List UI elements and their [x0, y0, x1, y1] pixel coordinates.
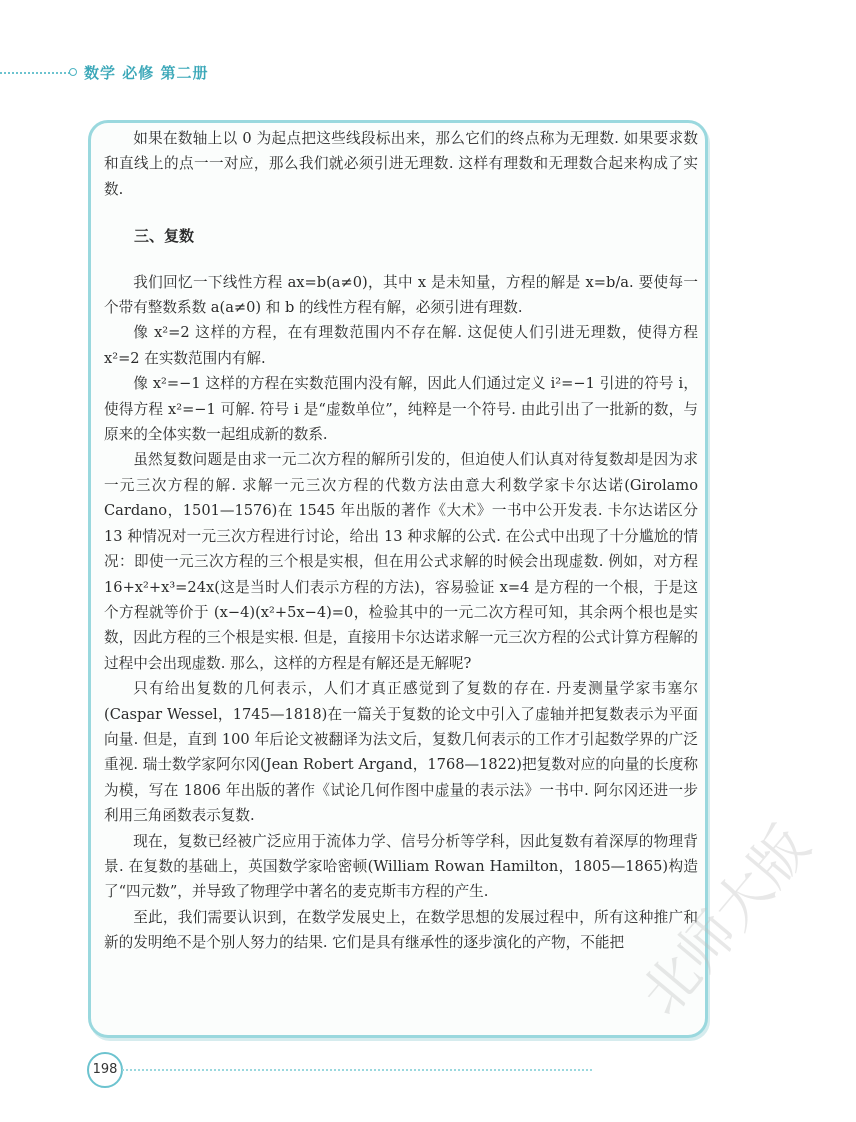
footer-dotted-line: [122, 1069, 592, 1071]
paragraph-cardano: 虽然复数问题是由求一元二次方程的解所引发的，但迫使人们认真对待复数却是因为求一元三次方程的解. 求解一元三次方程的代数方法由意大利数学家卡尔达诺(Girolamo Cardano，1501—1576)在 1545 年出版的著作《大术》一书中公开发表. 卡尔达诺区分 13 种情况对一元三次方程进行讨论，给出 13 种求解的公式. 在公式中出现了十分尴尬的情况：即使一元三次方程的三个根是实根，但在用公式求解的时候会出现虚数. 例如，对方程 16+x²+x³=24x(这是当时人们表示方程的方法)，容易验证 x=4 是方程的一个根，于是这个方程就等价于 (x−4)(x²+5x−4)=0，检验其中的一元二次方程可知，其余两个根也是实数，因此方程的三个根是实根. 但是，直接用卡尔达诺求解一元三次方程的公式计算方程解的过程中会出现虚数. 那么，这样的方程是有解还是无解呢?: [104, 451, 698, 672]
paragraph-wessel-argand: 只有给出复数的几何表示，人们才真正感觉到了复数的存在. 丹麦测量学家韦塞尔(Caspar Wessel，1745—1818)在一篇关于复数的论文中引入了虚轴并把复数表示为平面向量. 但是，直到 100 年后论文被翻译为法文后，复数几何表示的工作才引起数学界的广泛重视. 瑞士数学家阿尔冈(Jean Robert Argand，1768—1822)把复数对应的向量的长度称为模，写在 1806 年出版的著作《试论几何作图中虚量的表示法》一书中. 阿尔冈还进一步利用三角函数表示复数.: [104, 680, 698, 825]
header-circle-icon: [69, 68, 77, 76]
running-header-title: 数学 必修 第二册: [84, 64, 209, 82]
header-dotted-line: [0, 72, 70, 74]
page-body: [104, 126, 698, 956]
section-heading-complex-numbers: 三、复数: [134, 227, 195, 246]
paragraph-x-squared-2: 像 x²=2 这样的方程，在有理数范围内不存在解. 这促使人们引进无理数，使得方程 x²=2 在实数范围内有解.: [104, 324, 698, 367]
paragraph-irrational: 如果在数轴上以 0 为起点把这些线段标出来，那么它们的终点称为无理数. 如果要求数和直线上的点一一对应，那么我们就必须引进无理数. 这样有理数和无理数合起来构成了实数.: [104, 130, 698, 198]
publisher-watermark: 北师大版: [628, 814, 823, 1028]
paragraph-linear-equation: 我们回忆一下线性方程 ax=b(a≠0)，其中 x 是未知量，方程的解是 x=b/a. 要使每一个带有整数系数 a(a≠0) 和 b 的线性方程有解，必须引进有理数.: [104, 273, 698, 317]
paragraph-imaginary-unit: 像 x²=−1 这样的方程在实数范围内没有解，因此人们通过定义 i²=−1 引进的符号 i，使得方程 x²=−1 可解. 符号 i 是“虚数单位”，纯粹是一个符号. 由此引出了一批新的数，与原来的全体实数一起组成新的数系.: [104, 375, 698, 444]
paragraph-hamilton: 现在，复数已经被广泛应用于流体力学、信号分析等学科，因此复数有着深厚的物理背景. 在复数的基础上，英国数学家哈密顿(William Rowan Hamilton，1805—1865)构造了“四元数”，并导致了物理学中著名的麦克斯韦方程的产生.: [104, 832, 698, 901]
paragraph-conclusion: 至此，我们需要认识到，在数学发展史上，在数学思想的发展过程中，所有这种推广和新的发明绝不是个别人努力的结果. 它们是具有继承性的逐步演化的产物，不能把: [104, 908, 698, 952]
page-number-badge: 198: [87, 1052, 123, 1088]
